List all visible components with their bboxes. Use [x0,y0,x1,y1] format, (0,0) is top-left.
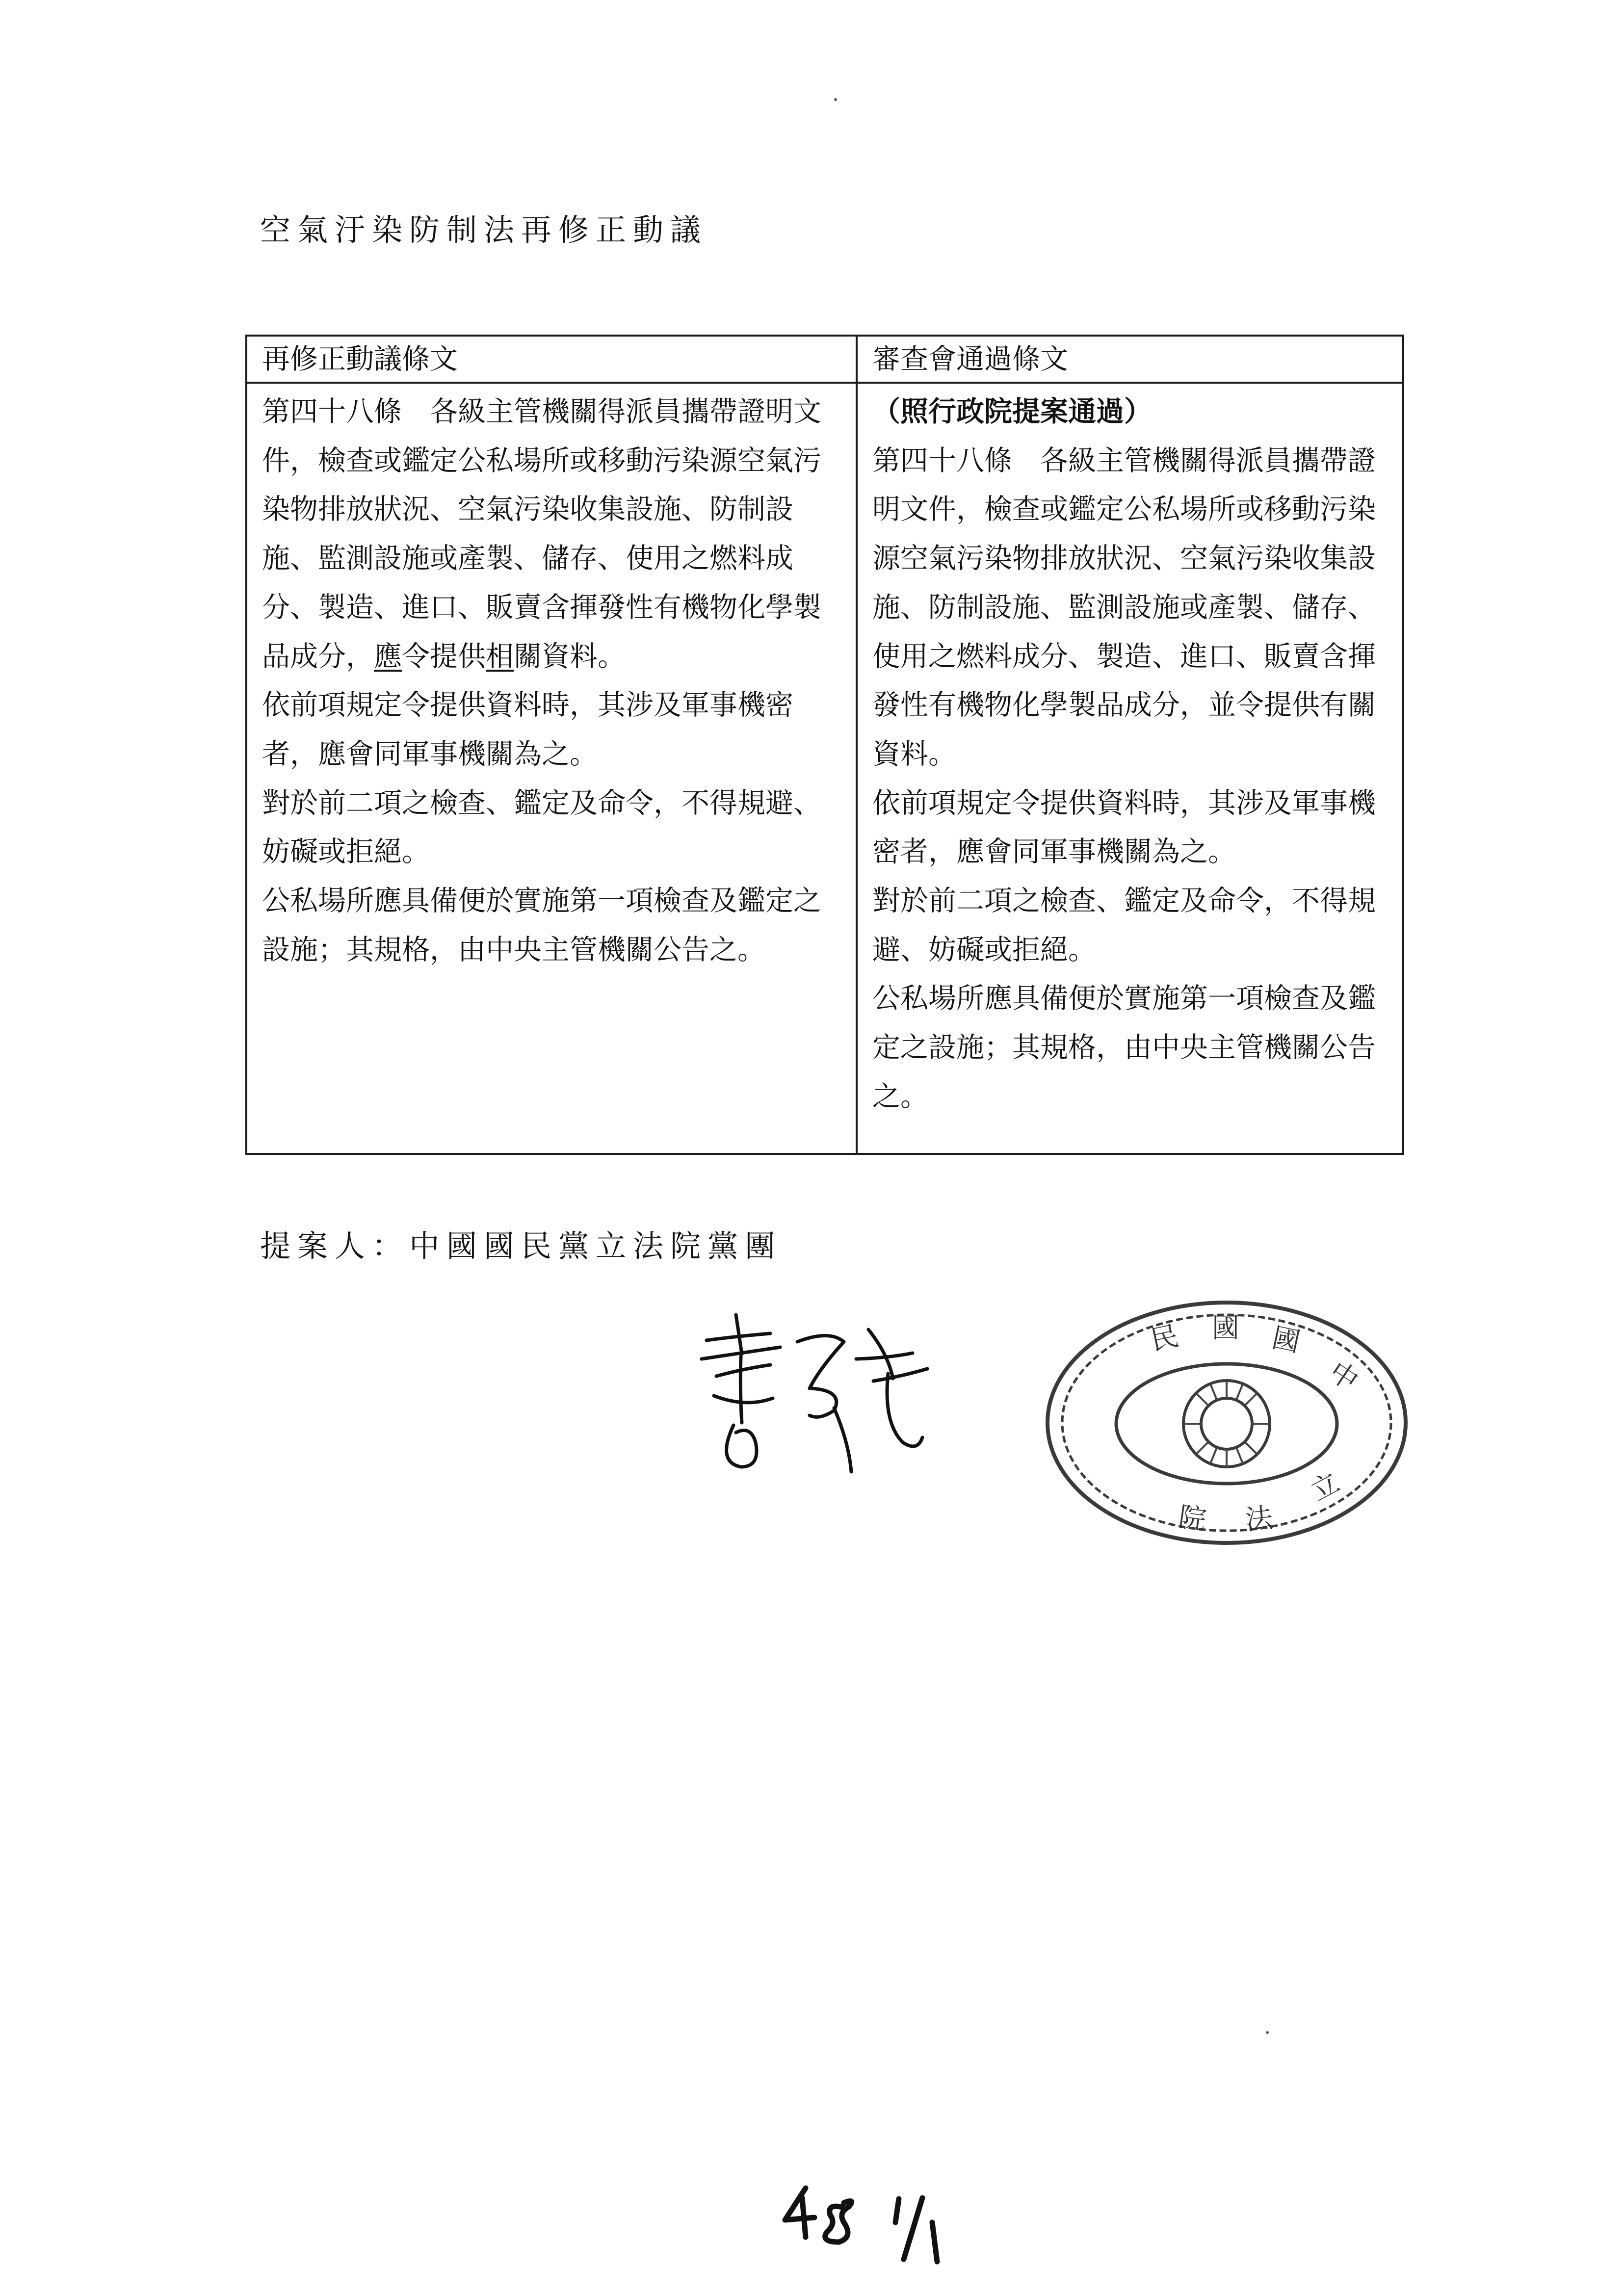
underlined-change: 應 [374,640,402,673]
proposer-line: 提案人：中國國民黨立法院黨團 [260,1228,783,1264]
seal-char: 院 [1177,1501,1208,1537]
page-title: 空氣汙染防制法再修正動議 [260,212,708,248]
scan-speck [1266,2031,1269,2034]
article-text: 關資料。 [514,640,626,673]
seal-char: 國 [1212,1312,1239,1344]
table-header-row [246,336,1403,383]
column-header-committee: 審查會通過條文 [857,336,1403,383]
scan-speck [834,98,837,101]
column-header-revised: 再修正動議條文 [246,336,857,383]
article-paragraph: 依前項規定令提供資料時，其涉及軍事機密者，應會同軍事機關為之。 [872,786,1376,868]
revised-article-cell [246,383,857,1154]
article-paragraph: 對於前二項之檢查、鑑定及命令，不得規避、妨礙或拒絕。 [262,786,821,868]
comparison-table [245,335,1404,1155]
article-paragraph: 依前項規定令提供資料時，其涉及軍事機密者，應會同軍事機關為之。 [262,689,793,770]
seal-char: 國 [1269,1322,1303,1359]
seal-char: 民 [1148,1320,1181,1357]
article-paragraph: 公私場所應具備便於實施第一項檢查及鑑定之設施；其規格，由中央主管機關公告之。 [262,885,821,966]
table-row [246,383,1403,1154]
party-seal [1040,1295,1413,1550]
seal-char: 法 [1243,1502,1275,1537]
article-text: 第四十八條 各級主管機關得派員攜帶證明文件，檢查或鑑定公私場所或移動污染源空氣污染物排放狀況、空氣污染收集設施、防制設施、監測設施或產製、儲存、使用之燃料成分、製造、進口、販賣含揮發性有機物化學製品成分， [262,395,821,673]
article-paragraph: 對於前二項之檢查、鑑定及命令，不得規避、妨礙或拒絕。 [872,885,1376,966]
handwritten-page-number [775,2168,981,2267]
article-text: 令提供 [402,640,486,673]
article-paragraph: 第四十八條 各級主管機關得派員攜帶證明文件，檢查或鑑定公私場所或移動污染源空氣污染物排放狀況、空氣污染收集設施、防制設施、監測設施或產製、儲存、使用之燃料成分、製造、進口、販賣含揮發性有機物化學製品成分，並令提供有關資料。 [872,444,1376,770]
seal-char: 立 [1306,1466,1345,1508]
article-paragraph: 公私場所應具備便於實施第一項檢查及鑑定之設施；其規格，由中央主管機關公告之。 [872,982,1376,1113]
article-paragraph [262,388,844,681]
seal-char: 中 [1323,1355,1364,1397]
adoption-note: （照行政院提案通過） [872,395,1152,428]
handwritten-signature [687,1295,942,1491]
underlined-change: 相 [486,640,514,673]
committee-article-cell [857,383,1403,1154]
